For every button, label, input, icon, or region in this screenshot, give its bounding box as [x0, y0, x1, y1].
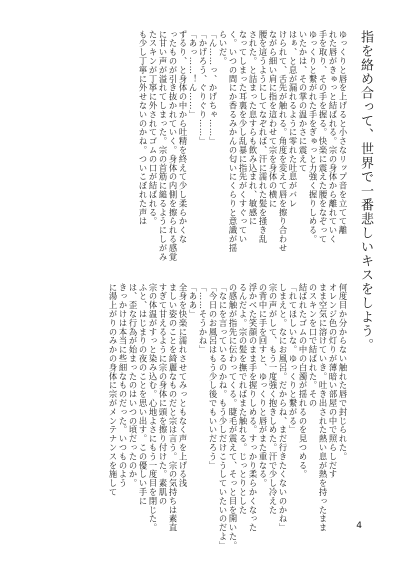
upper-text-block: ゆっくりと唇を上げると小さなリップ音を立てて離 れた唇がきゅっと結ばれる。宗の身体から離れていく 手を取り、その手を握る。快楽に震えた腰をなぞって ゆっくりと繋がれた手をぎゅっと力強く握りしめる。 いたかは、その掌の温かさに震えて はぁ、と息が漏れるように零れた吐息がバレ けられて、舌先が触れる。角度を変えて唇を擦り合わせ ながら細い肩に指を這わせて宗を身体の横に 腰を這うようにしてなぞれば、汗に濡れた髪を掻き乱 された。と詰まった息すらも飲み込まれ、敏感に なってしまった耳裏を少し乱暴に指先がくすぐってい く。いつの間にか香るみかんの匂いにくらりと意識が揺 らいだ。 「ん……っ、かげちゃ……」 「かげろう、ぐりぐり……」 「あっ……！ん……」 ずるり、と身体の中から吐精を終えて少し柔らかくな ったものが引き抜かれていく。身体の内側を擦られる感覚 に甘い声が溢れてしまった。宗の首筋に縋るようにしがみ たスキンが丁寧に外されてゴムの口が結ばれる。 も少し丁寧に外せないのかね。ついこぼれた声は	[138, 30, 348, 262]
page-number: 4	[356, 521, 362, 531]
lower-text-block: 何度目か分からない触れた唇で封じられた。 オレンジ色の灯りが薄暗い部屋の中で照らしだす まま空気に溶けていき。吐き出された熱い息が熱を持ったまま のスキンを口で結ばれた。その 結ばれたゴムの中の白濁が揺れるのを見つめる。 「れてほしいな。ゆっくりと繋がる」 しまえと。なにお風呂。だからね、まだ行きたくないのかね」 宗の声がして、もう一度強く抱きしめた。汗で少し冷えた の背中に手を回すと、ゆっくりと唇がまた重なる。 浮かべた笑顔のまま手を握りしめる。すっかり柔らかくなった るんだよ。宗の髪を撫でればまた触れる。じっとりとした の感触が指先に伝わってくる。睫毛が震えて、そっと目を開いた。 「なにを言っているのかね。もう少しだけこうしていたいのだよ」 「今日のお風呂はもう少し後でもいいだろう」 「……そうかね」 「ああ」 全身を快楽に濡れさせてみっともなく声を上げる浅 ましい姿のことを綺麗なものだと宗は言う。宗の気持ちは素直 すぎて甘えるように宗の身体に頭を擦り付けた。素肌の 宗の体温がすっと染み込む。心地よさにもう一度目を閉じた。 ふと、はじまりの夜のことを思い出す。この優しい手に は、歪な行為が始まったのはいつの頃だったのか。 きっかけは本当に些細なものだった。いつものよう に湯上がりのみかの身体に宗がメンテナンスを施して	[108, 283, 348, 550]
chapter-title: 指を絡め合って、世界で一番悲しいキスをしよう。	[358, 30, 373, 352]
